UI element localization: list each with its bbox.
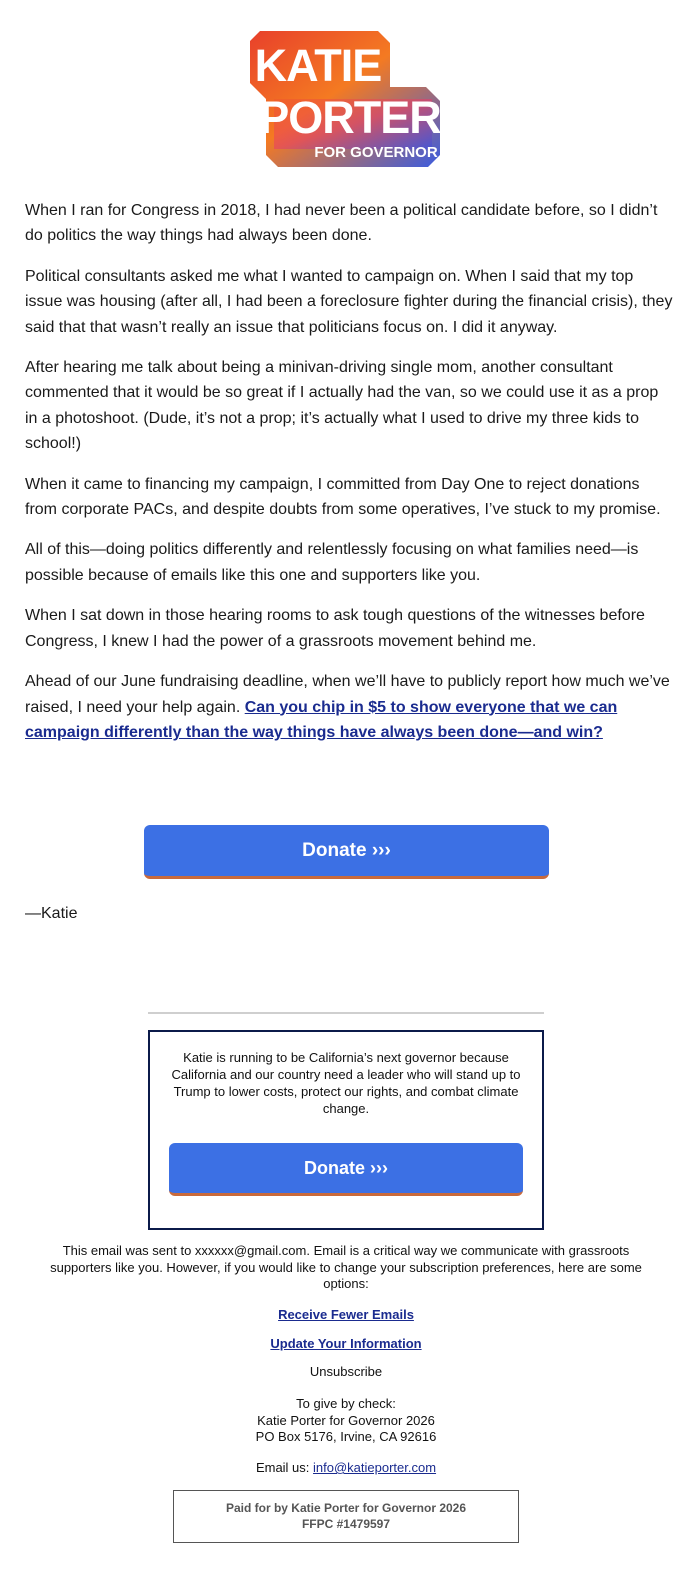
email-us-link[interactable]: info@katieporter.com [313, 1460, 437, 1475]
logo-line-2: PORTER [259, 92, 441, 143]
ask-lead-text: Ahead of our June fundraising deadline, when we’ll have to publicly report how much we’ve raised, I need your help again. [25, 673, 670, 716]
logo-line-3: FOR GOVERNOR [314, 144, 438, 161]
paid-for-line-1: Paid for by Katie Porter for Governor 2026 [225, 1501, 467, 1515]
signoff: —Katie [25, 905, 78, 922]
footer-donate-button[interactable]: Donate ››› [169, 1143, 523, 1196]
fewer-emails-row [40, 1307, 652, 1324]
logo-line-1: KATIE [254, 40, 382, 91]
body-paragraph-6: When I sat down in those hearing rooms to ask tough questions of the witnesses before Congress, I knew I had the power of a grassroots movement behind me. [25, 607, 645, 650]
body-paragraph-5: All of this—doing politics differently and relentlessly focusing on what families need—is possible because of emails like this one and supporters like you. [25, 541, 639, 584]
check-line-2: Katie Porter for Governor 2026 [257, 1412, 435, 1428]
campaign-blurb: Katie is running to be California’s next governor because California and our country need a leader who will stand up to Trump to lower costs, protect our rights, and combat climate change. [171, 1050, 521, 1116]
check-line-1: To give by check: [296, 1396, 396, 1411]
check-line-3: PO Box 5176, Irvine, CA 92616 [255, 1429, 437, 1444]
chip-in-link[interactable]: Can you chip in $5 to show everyone that we can campaign differently than the way things have always been done—and win? [25, 698, 618, 741]
email-us-label: Email us: [255, 1460, 314, 1475]
body-paragraph-1: When I ran for Congress in 2018, I had never been a political candidate before, so I didn’t do politics the way things had always been done. [25, 202, 658, 245]
body-paragraph-3: After hearing me talk about being a minivan-driving single mom, another consultant commented that it would be so great if I actually had the van, so we could use it as a prop in a photoshoot. (Dude, it’s not a prop; it’s actually what I used to drive my three kids to school!) [25, 359, 659, 453]
unsubscribe-link[interactable]: Unsubscribe [309, 1364, 383, 1379]
campaign-logo [248, 29, 446, 169]
receive-fewer-emails-link[interactable]: Receive Fewer Emails [278, 1307, 414, 1322]
body-paragraph-7 [25, 669, 673, 745]
check-address [40, 1396, 652, 1446]
sent-to-notice: This email was sent to xxxxxx@gmail.com. Email is a critical way we communicate with grassroots supporters like you. However, if you would like to change your subscription preferences, here are some options: [50, 1243, 642, 1291]
paid-for-line-2: FFPC #1479597 [301, 1517, 391, 1531]
footer-divider [148, 1012, 544, 1014]
update-information-link[interactable]: Update Your Information [270, 1336, 422, 1351]
body-paragraph-2: Political consultants asked me what I wanted to campaign on. When I said that my top issue was housing (after all, I had been a foreclosure fighter during the financial crisis), they said that that wasn’t really an issue that politicians focus on. I did it anyway. [25, 267, 673, 336]
email-us-row [40, 1460, 652, 1477]
email-body [25, 198, 673, 760]
footer-donate-box [148, 1030, 544, 1230]
body-paragraph-4: When it came to financing my campaign, I committed from Day One to reject donations from corporate PACs, and despite doubts from some operatives, I’ve stuck to my promise. [25, 475, 661, 519]
donate-button[interactable]: Donate ››› [144, 825, 549, 879]
update-info-row [40, 1336, 652, 1353]
paid-for-disclaimer [173, 1490, 519, 1543]
